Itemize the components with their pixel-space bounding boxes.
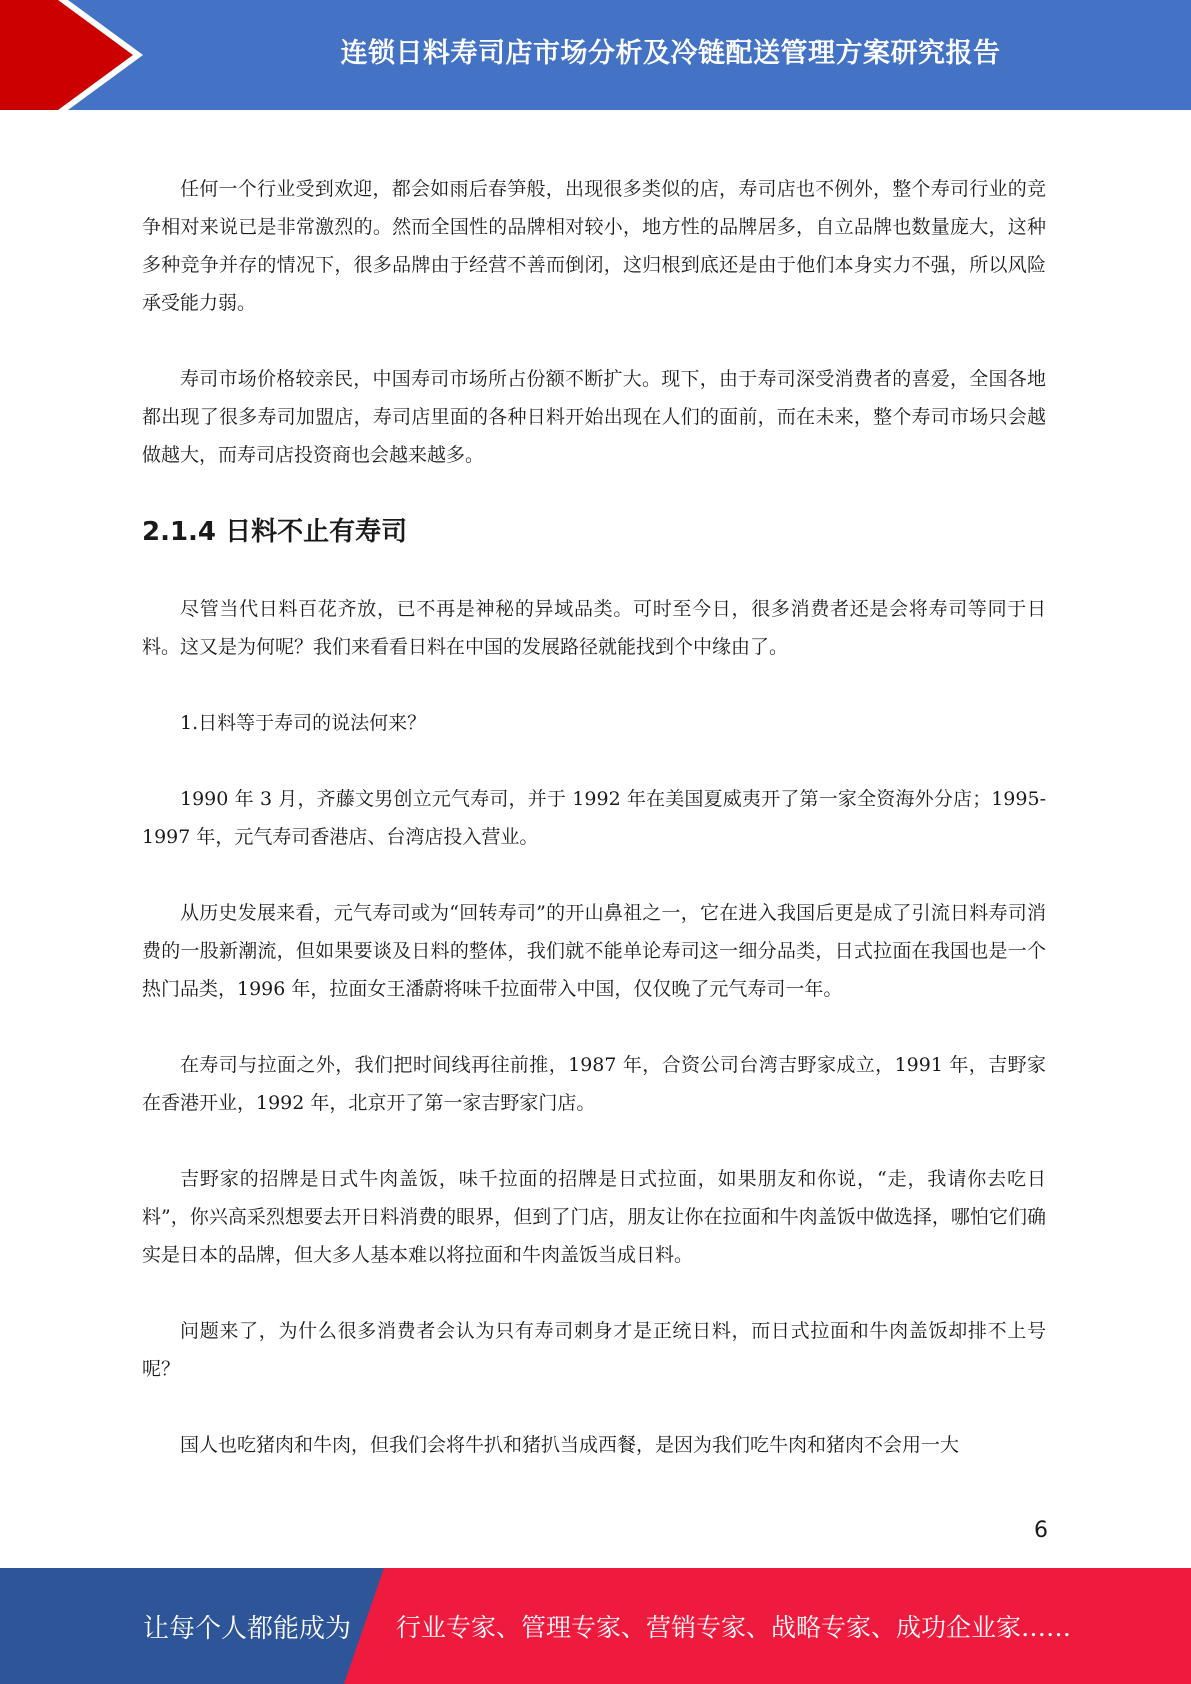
header-chevron-decoration (0, 0, 160, 110)
paragraph: 从历史发展来看，元气寿司或为“回转寿司”的开山鼻祖之一，它在进入我国后更是成了引流日料寿司消费的一股新潮流，但如果要谈及日料的整体，我们就不能单论寿司这一细分品类，日式拉面在我国也是一个热门品类，1996 年，拉面女王潘蔚将味千拉面带入中国，仅仅晚了元气寿司一年。 (142, 902, 1046, 1000)
paragraph: 任何一个行业受到欢迎，都会如雨后春笋般，出现很多类似的店，寿司店也不例外，整个寿司行业的竞争相对来说已是非常激烈的。然而全国性的品牌相对较小，地方性的品牌居多，自立品牌也数量庞大，这种多种竞争并存的情况下，很多品牌由于经营不善而倒闭，这归根到底还是由于他们本身实力不强，所以风险承受能力弱。 (142, 178, 1046, 314)
page-header (0, 0, 1191, 110)
report-title: 连锁日料寿司店市场分析及冷链配送管理方案研究报告 (340, 37, 1001, 69)
footer-slogan-left: 让每个人都能成为 (143, 1613, 352, 1644)
page-content (142, 170, 1046, 1502)
page-number: 6 (1034, 1518, 1048, 1543)
paragraph: 国人也吃猪肉和牛肉，但我们会将牛扒和猪扒当成西餐，是因为我们吃牛肉和猪肉不会用一大 (180, 1434, 960, 1456)
paragraph: 1990 年 3 月，齐藤文男创立元气寿司，并于 1992 年在美国夏威夷开了第一家全资海外分店；1995-1997 年，元气寿司香港店、台湾店投入营业。 (142, 788, 1046, 848)
section-heading: 2.1.4 日料不止有寿司 (142, 517, 408, 547)
footer-slogan-right: 行业专家、管理专家、营销专家、战略专家、成功企业家…… (396, 1613, 1072, 1642)
paragraph: 尽管当代日料百花齐放，已不再是神秘的异域品类。可时至今日，很多消费者还是会将寿司等同于日料。这又是为何呢？我们来看看日料在中国的发展路径就能找到个中缘由了。 (142, 598, 1046, 658)
paragraph: 寿司市场价格较亲民，中国寿司市场所占份额不断扩大。现下，由于寿司深受消费者的喜爱，全国各地都出现了很多寿司加盟店，寿司店里面的各种日料开始出现在人们的面前，而在未来，整个寿司市场只会越做越大，而寿司店投资商也会越来越多。 (142, 368, 1046, 466)
paragraph: 问题来了，为什么很多消费者会认为只有寿司刺身才是正统日料，而日式拉面和牛肉盖饭却排不上号呢？ (142, 1320, 1046, 1380)
page-footer (0, 1568, 1191, 1684)
list-item: 1.日料等于寿司的说法何来？ (180, 712, 427, 734)
paragraph: 在寿司与拉面之外，我们把时间线再往前推，1987 年，合资公司台湾吉野家成立，1991 年，吉野家在香港开业，1992 年，北京开了第一家吉野家门店。 (142, 1054, 1046, 1114)
paragraph: 吉野家的招牌是日式牛肉盖饭，味千拉面的招牌是日式拉面，如果朋友和你说，“走，我请你去吃日料”，你兴高采烈想要去开日料消费的眼界，但到了门店，朋友让你在拉面和牛肉盖饭中做选择，哪怕它们确实是日本的品牌，但大多人基本难以将拉面和牛肉盖饭当成日料。 (142, 1168, 1046, 1266)
